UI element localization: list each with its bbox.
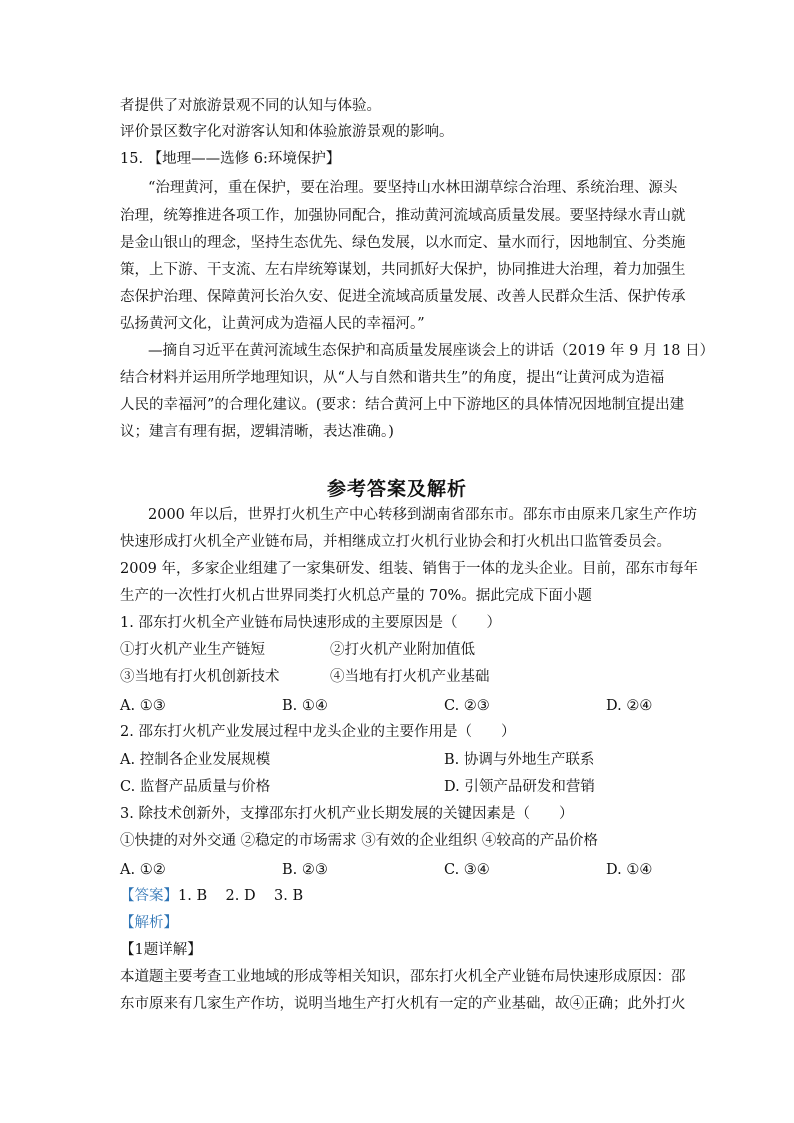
intro-line: 生产的一次性打火机占世界同类打火机总产量的 70%。据此完成下面小题 (120, 588, 592, 604)
q1-option-c: C. ②③ (444, 698, 490, 714)
answers-title: 参考答案及解析 (326, 478, 467, 500)
q1-option-b: B. ①④ (282, 698, 328, 714)
task-line: 结合材料并运用所学地理知识，从“人与自然和谐共生”的角度，提出“让黄河成为造福 (120, 370, 665, 386)
q1-item: ①打火机产业生产链短 (120, 642, 265, 658)
quote-line: 治理，统筹推进各项工作，加强协同配合，推动黄河流域高质量发展。要坚持绿水青山就 (120, 208, 686, 224)
question-1-stem: 1. 邵东打火机全产业链布局快速形成的主要原因是（ ） (120, 615, 501, 631)
q3-items: ①快捷的对外交通 ②稳定的市场需求 ③有效的企业组织 ④较高的产品价格 (120, 833, 598, 849)
q3-option-d: D. ①④ (606, 862, 653, 878)
intro-line: 2000 年以后，世界打火机生产中心转移到湖南省邵东市。邵东市由原来几家生产作坊 (148, 507, 698, 523)
quote-line: 策，上下游、干支流、左右岸统筹谋划，共同抓好大保护，协同推进大治理，着力加强生 (120, 262, 686, 278)
quote-source: —摘自习近平在黄河流域生态保护和高质量发展座谈会上的讲话（2019 年 9 月 18 日） (148, 343, 715, 359)
q1-item: ④当地有打火机产业基础 (330, 669, 490, 685)
q3-option-b: B. ②③ (282, 862, 328, 878)
answer-label: 【答案】 (120, 888, 178, 904)
q1-item: ②打火机产业附加值低 (330, 642, 475, 658)
analysis-label: 【解析】 (120, 915, 178, 931)
quote-line: 弘扬黄河文化，让黄河成为造福人民的幸福河。” (120, 316, 425, 332)
detail-line: 本道题主要考查工业地域的形成等相关知识，邵东打火机全产业链布局快速形成原因：邵 (120, 969, 686, 985)
intro-line: 2009 年，多家企业组建了一家集研发、组装、销售于一体的龙头企业。目前，邵东市每年 (120, 561, 699, 577)
q2-option-c: C. 监督产品质量与价格 (120, 779, 271, 795)
question-15-heading: 15. 【地理——选修 6:环境保护】 (120, 151, 341, 167)
text-line: 评价景区数字化对游客认知和体验旅游景观的影响。 (120, 124, 454, 140)
answer-values: 1. B 2. D 3. B (178, 888, 304, 904)
q1-option-d: D. ②④ (606, 698, 653, 714)
q3-option-c: C. ③④ (444, 862, 490, 878)
detail-line: 东市原来有几家生产作坊，说明当地生产打火机有一定的产业基础，故④正确；此外打火 (120, 996, 686, 1012)
question-3-stem: 3. 除技术创新外，支撑邵东打火机产业长期发展的关键因素是（ ） (120, 806, 574, 822)
q2-option-d: D. 引领产品研发和营销 (444, 779, 595, 795)
q3-option-a: A. ①② (120, 862, 166, 878)
answer-row (120, 886, 680, 906)
quote-line: “治理黄河，重在保护，要在治理。要坚持山水林田湖草综合治理、系统治理、源头 (148, 180, 678, 196)
q2-option-a: A. 控制各企业发展规模 (120, 752, 271, 768)
q2-option-b: B. 协调与外地生产联系 (444, 752, 595, 768)
task-line: 人民的幸福河”的合理化建议。(要求：结合黄河上中下游地区的具体情况因地制宜提出建 (120, 397, 685, 413)
detail-label: 【1题详解】 (120, 942, 202, 958)
quote-line: 态保护治理、保障黄河长治久安、促进全流域高质量发展、改善人民群众生活、保护传承 (120, 289, 686, 305)
intro-line: 快速形成打火机全产业链布局，并相继成立打火机行业协会和打火机出口监管委员会。 (120, 534, 671, 550)
question-2-stem: 2. 邵东打火机产业发展过程中龙头企业的主要作用是（ ） (120, 724, 516, 740)
text-line: 者提供了对旅游景观不同的认知与体验。 (120, 98, 381, 114)
quote-line: 是金山银山的理念，坚持生态优先、绿色发展，以水而定、量水而行，因地制宜、分类施 (120, 235, 686, 251)
q1-item: ③当地有打火机创新技术 (120, 669, 280, 685)
q1-option-a: A. ①③ (120, 698, 166, 714)
task-line: 议；建言有理有据，逻辑清晰，表达准确。) (120, 424, 394, 440)
